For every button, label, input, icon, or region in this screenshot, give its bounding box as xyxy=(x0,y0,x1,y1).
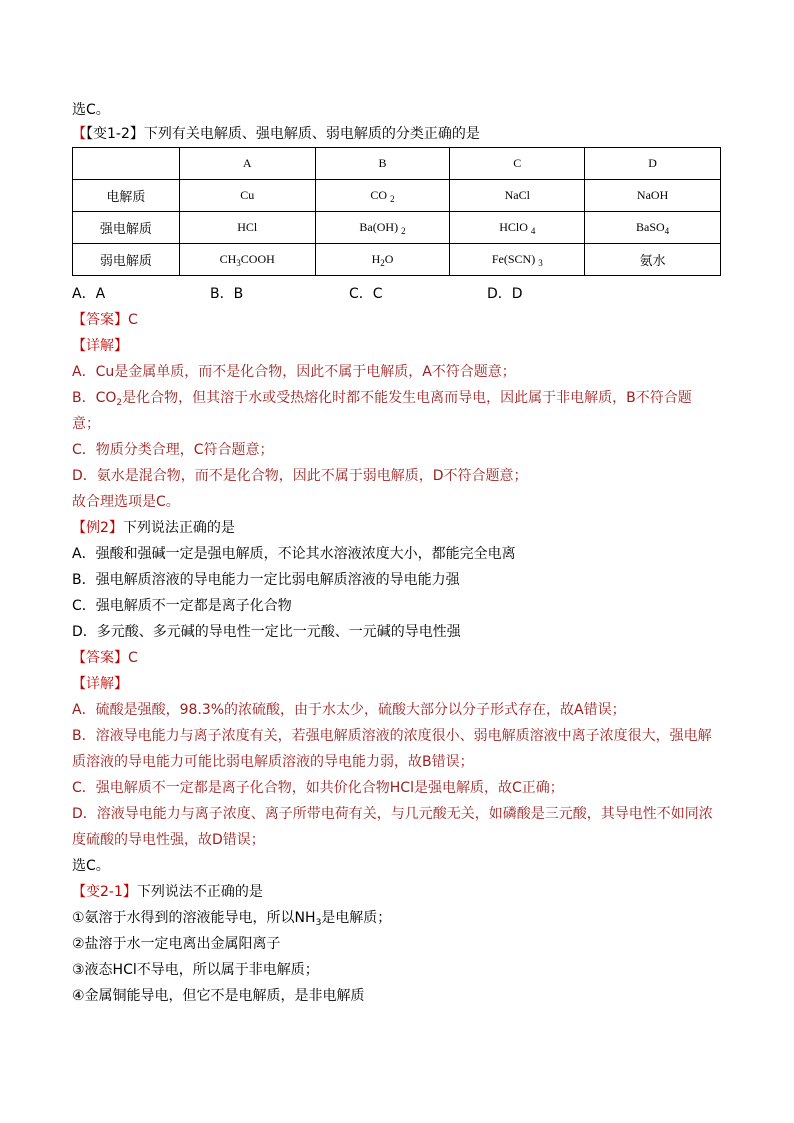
conclusion: 选C。 xyxy=(72,858,110,874)
classification-table xyxy=(72,147,721,276)
option-a: A．A xyxy=(72,286,106,302)
detail-b-cont: 质溶液的导电能力可能比弱电解质溶液的导电能力弱，故B错误； xyxy=(72,754,474,770)
option-b: B．B xyxy=(210,286,244,302)
statement-4: ④金属铜能导电，但它不是电解质，是非电解质 xyxy=(72,988,365,1004)
table-cell: NaOH xyxy=(585,180,721,212)
answer-label: 【答案】 xyxy=(72,650,128,666)
table-header-cell: B xyxy=(315,148,450,180)
question-tag: 【例2】 xyxy=(72,520,123,536)
detail-d: D．溶液导电能力与离子浓度、离子所带电荷有关，与几元酸无关，如磷酸是三元酸，其导电性不如同浓 xyxy=(72,806,713,822)
table-cell: Cu xyxy=(179,180,315,212)
question-tag: 【 xyxy=(72,126,86,142)
table-cell: 氨水 xyxy=(585,244,721,276)
option-d: D．多元酸、多元碱的导电性一定比一元酸、一元碱的导电性强 xyxy=(72,624,461,640)
statement-2: ②盐溶于水一定电离出金属阳离子 xyxy=(72,936,281,952)
row-label: 弱电解质 xyxy=(73,244,180,276)
detail-label: 【详解】 xyxy=(72,676,128,692)
conclusion: 故合理选项是C。 xyxy=(72,494,180,510)
detail-c: C．强电解质不一定都是离子化合物，如共价化合物HCl是强电解质，故C正确； xyxy=(72,780,564,796)
question-text: 下列说法不正确的是 xyxy=(136,884,263,900)
answer-line xyxy=(72,311,138,329)
answer-value: C xyxy=(128,650,138,666)
table-cell: Ba(OH) $_2$ xyxy=(315,212,450,244)
table-row xyxy=(73,180,721,212)
statement-1: ①氨溶于水得到的溶液能导电，所以$NH_3$是电解质； xyxy=(72,910,392,928)
table-row xyxy=(73,212,721,244)
answer-line xyxy=(72,649,138,667)
table-cell: HClO $_4$ xyxy=(450,212,585,244)
row-label: 强电解质 xyxy=(73,212,180,244)
question-2-1-stem xyxy=(72,883,263,901)
option-c: C．C xyxy=(349,286,383,302)
question-text: 下列说法正确的是 xyxy=(122,520,235,536)
detail-d: D．氨水是混合物，而不是化合物，因此不属于弱电解质，D不符合题意； xyxy=(72,468,528,484)
table-header-cell: A xyxy=(179,148,315,180)
answer-value: C xyxy=(128,312,138,328)
table-header-cell xyxy=(73,148,180,180)
detail-b: B．$CO_2$是化合物，但其溶于水或受热熔化时都不能发生电离而导电，因此属于非电解质，B不符合题 xyxy=(72,390,692,408)
table-cell: Fe(SCN) $_3$ xyxy=(450,244,585,276)
question-tag-text: 【变1-2】 xyxy=(86,126,144,142)
option-d: D．D xyxy=(487,286,523,302)
detail-label: 【详解】 xyxy=(72,338,128,354)
detail-a: A．硫酸是强酸，98.3%的浓硫酸，由于水太少，硫酸大部分以分子形式存在，故A错误； xyxy=(72,702,626,718)
detail-b-cont: 意； xyxy=(72,416,100,432)
table-cell: BaSO$_4$ xyxy=(585,212,721,244)
table-cell: HCl xyxy=(179,212,315,244)
option-c: C．强电解质不一定都是离子化合物 xyxy=(72,598,292,614)
row-label: 电解质 xyxy=(73,180,180,212)
table-header-row xyxy=(73,148,721,180)
table-cell: CO $_2$ xyxy=(315,180,450,212)
table-header-cell: D xyxy=(585,148,721,180)
statement-3: ③液态HCl不导电，所以属于非电解质； xyxy=(72,962,319,978)
question-2-stem xyxy=(72,519,235,537)
question-1-2-stem xyxy=(72,125,480,144)
answer-label: 【答案】 xyxy=(72,312,128,328)
detail-b: B．溶液导电能力与离子浓度有关，若强电解质溶液的浓度很小、弱电解质溶液中离子浓度很大，强电解 xyxy=(72,728,712,744)
question-text: 下列有关电解质、强电解质、弱电解质的分类正确的是 xyxy=(143,126,480,142)
option-a: A．强酸和强碱一定是强电解质，不论其水溶液浓度大小，都能完全电离 xyxy=(72,546,516,562)
table-row xyxy=(73,244,721,276)
table-cell: NaCl xyxy=(450,180,585,212)
detail-c: C．物质分类合理，C符合题意； xyxy=(72,442,274,458)
option-b: B．强电解质溶液的导电能力一定比弱电解质溶液的导电能力强 xyxy=(72,572,460,588)
table-header-cell: C xyxy=(450,148,585,180)
table-cell: $H_2O$ xyxy=(315,244,450,276)
detail-a: A．Cu是金属单质，而不是化合物，因此不属于电解质，A不符合题意； xyxy=(72,364,516,380)
detail-d-cont: 度硫酸的导电性强，故D错误； xyxy=(72,832,265,848)
previous-conclusion: 选C。 xyxy=(72,102,110,118)
question-tag: 【变2-1】 xyxy=(72,884,137,900)
table-cell: $CH_3COOH$ xyxy=(179,244,315,276)
